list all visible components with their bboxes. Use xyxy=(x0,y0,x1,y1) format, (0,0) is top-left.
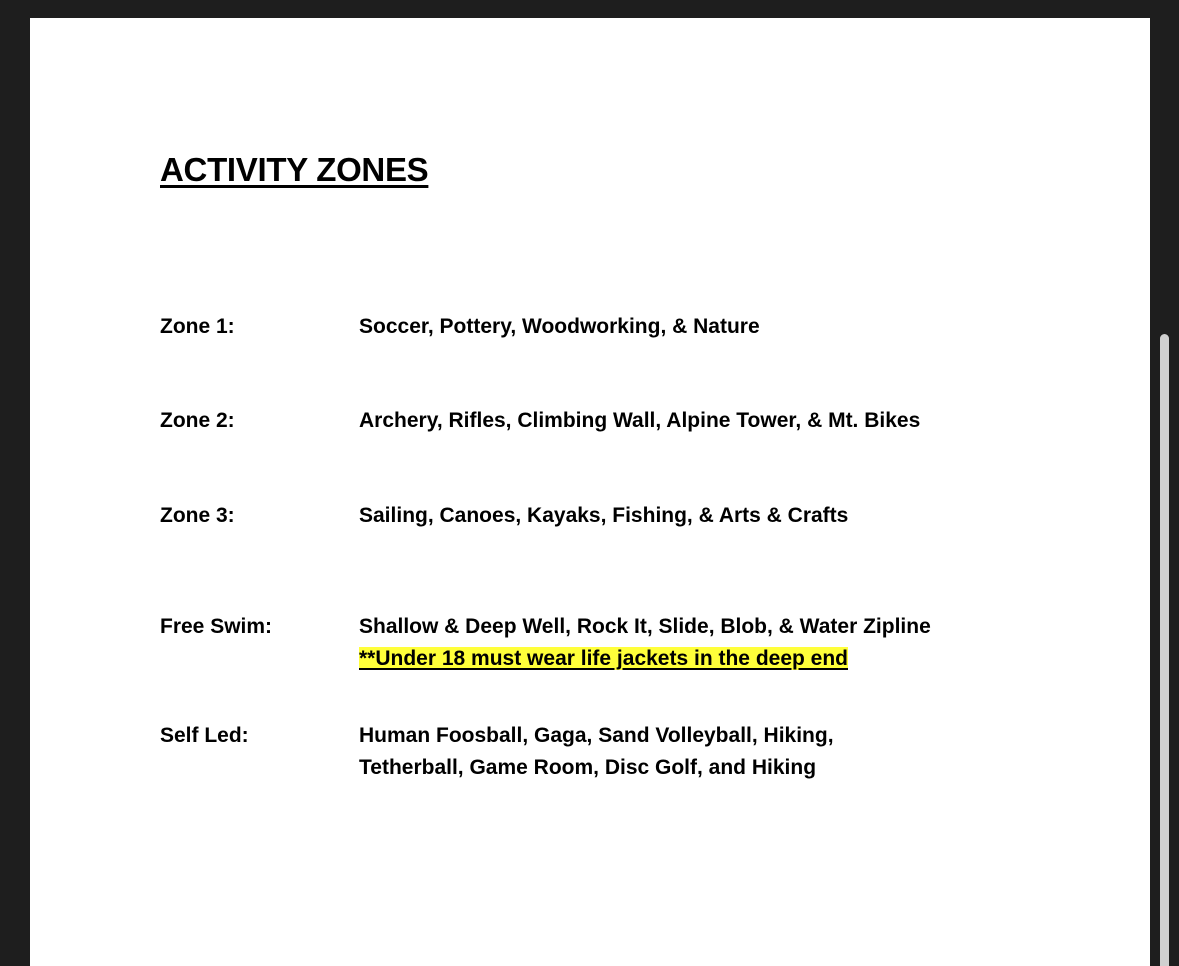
zone-activities xyxy=(359,720,834,784)
activity-line: Tetherball, Game Room, Disc Golf, and Hiking xyxy=(359,756,817,779)
zone-label: Zone 2: xyxy=(160,409,235,432)
zone-label: Self Led: xyxy=(160,724,249,747)
activity-line: Soccer, Pottery, Woodworking, & Nature xyxy=(359,315,760,338)
activity-line: Sailing, Canoes, Kayaks, Fishing, & Arts & Crafts xyxy=(359,504,849,527)
zone-activities xyxy=(359,405,920,437)
vertical-scrollbar[interactable] xyxy=(1160,334,1169,966)
zone-label: Zone 1: xyxy=(160,315,235,338)
document-title: ACTIVITY ZONES xyxy=(160,151,429,188)
zone-label: Zone 3: xyxy=(160,504,235,527)
highlighted-note: **Under 18 must wear life jackets in the deep end xyxy=(359,647,848,670)
activity-line: Archery, Rifles, Climbing Wall, Alpine Tower, & Mt. Bikes xyxy=(359,409,921,432)
zone-activities xyxy=(359,500,848,532)
document-page xyxy=(30,18,1150,966)
zone-activities xyxy=(359,611,931,675)
zone-label: Free Swim: xyxy=(160,615,273,638)
activity-line: Human Foosball, Gaga, Sand Volleyball, Hiking, xyxy=(359,724,834,747)
activity-line: Shallow & Deep Well, Rock It, Slide, Blob, & Water Zipline xyxy=(359,615,931,638)
zone-activities xyxy=(359,311,760,343)
